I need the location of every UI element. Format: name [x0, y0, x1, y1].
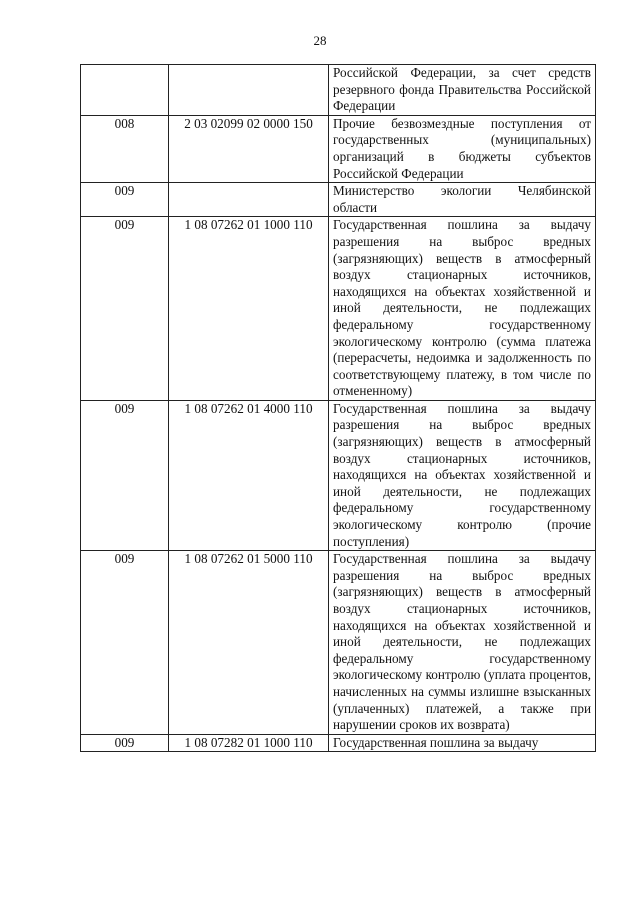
- table-row: [81, 115, 596, 182]
- budget-code-cell: 1 08 07262 01 1000 110: [169, 217, 329, 401]
- admin-code-cell: 009: [81, 551, 169, 735]
- table-row: [81, 551, 596, 735]
- table-row: [81, 65, 596, 116]
- budget-code-cell: 2 03 02099 02 0000 150: [169, 115, 329, 182]
- admin-code-cell: 009: [81, 400, 169, 550]
- table-row: [81, 217, 596, 401]
- budget-code-cell: [169, 183, 329, 217]
- income-name-cell: Российской Федерации, за счет средств резервного фонда Правительства Российской Федерации: [329, 65, 596, 116]
- budget-code-cell: 1 08 07282 01 1000 110: [169, 734, 329, 752]
- budget-code-cell: 1 08 07262 01 5000 110: [169, 551, 329, 735]
- table-row: [81, 183, 596, 217]
- admin-code-cell: 008: [81, 115, 169, 182]
- income-name-cell: Государственная пошлина за выдачу: [329, 734, 596, 752]
- income-name-cell: Государственная пошлина за выдачу разрешения на выброс вредных (загрязняющих) веществ в атмосферный воздух стационарных источников, находящихся на объектах хозяйственной и иной деятельности, не подлежащих федеральному государственному экологическому контролю (уплата процентов, начисленных на суммы излишне взысканных (уплаченных) платежей, а также при нарушении сроков их возврата): [329, 551, 596, 735]
- income-name-cell: Государственная пошлина за выдачу разрешения на выброс вредных (загрязняющих) веществ в атмосферный воздух стационарных источников, находящихся на объектах хозяйственной и иной деятельности, не подлежащих федеральному государственному экологическому контролю (сумма платежа (перерасчеты, недоимка и задолженность по соответствующему платежу, в том числе по отмененному): [329, 217, 596, 401]
- table-row: [81, 734, 596, 752]
- admin-code-cell: [81, 65, 169, 116]
- budget-code-cell: 1 08 07262 01 4000 110: [169, 400, 329, 550]
- income-name-cell: Прочие безвозмездные поступления от государственных (муниципальных) организаций в бюджеты субъектов Российской Федерации: [329, 115, 596, 182]
- page-number: 28: [313, 33, 327, 48]
- budget-classification-table: [80, 64, 596, 752]
- budget-code-cell: [169, 65, 329, 116]
- income-name-cell: Министерство экологии Челябинской области: [329, 183, 596, 217]
- admin-code-cell: 009: [81, 217, 169, 401]
- table-row: [81, 400, 596, 550]
- income-name-cell: Государственная пошлина за выдачу разрешения на выброс вредных (загрязняющих) веществ в атмосферный воздух стационарных источников, находящихся на объектах хозяйственной и иной деятельности, не подлежащих федеральному государственному экологическому контролю (прочие поступления): [329, 400, 596, 550]
- admin-code-cell: 009: [81, 183, 169, 217]
- admin-code-cell: 009: [81, 734, 169, 752]
